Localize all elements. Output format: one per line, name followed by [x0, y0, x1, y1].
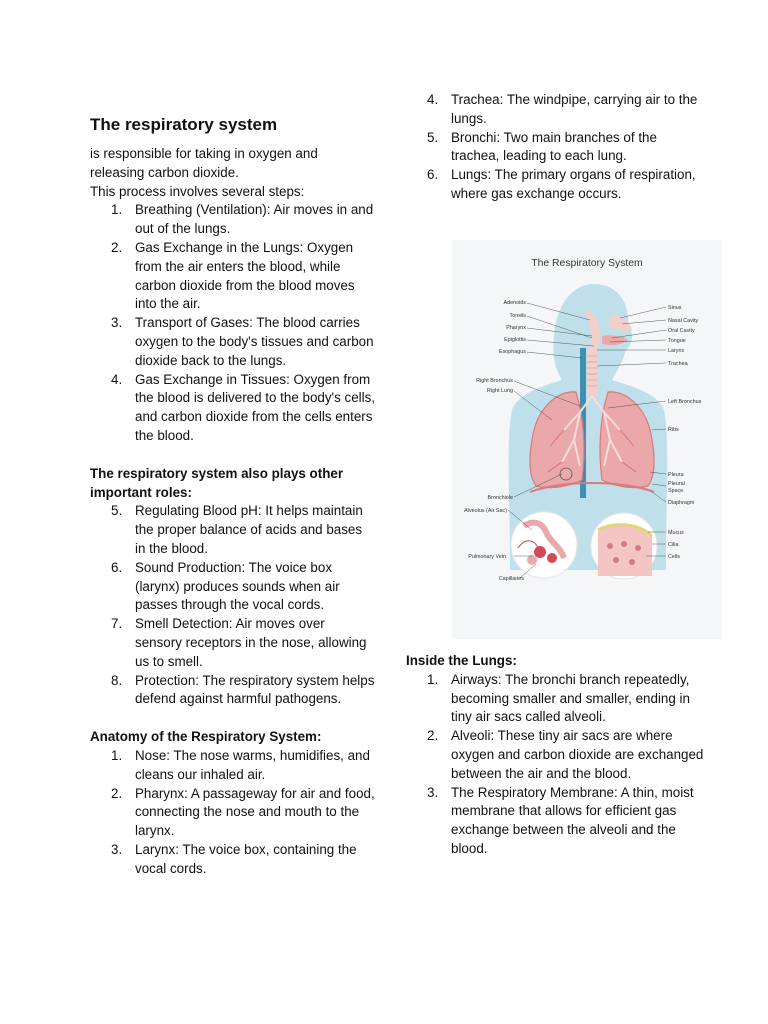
steps-intro: This process involves several steps: — [90, 183, 305, 199]
label-pleura: Pleura — [668, 472, 684, 478]
label-sinus: Sinus — [668, 305, 682, 311]
label-right-lung: Right Lung — [486, 388, 513, 394]
label-pulmonary-vein: Pulmonary Vein — [468, 554, 506, 560]
intro-text: is responsible for taking in oxygen and releasing carbon dioxide. — [90, 146, 318, 180]
list-item: 6. Lungs: The primary organs of respiration, where gas exchange occurs. — [427, 167, 696, 201]
page-title: The respiratory system — [90, 115, 278, 134]
list-item: 6. Sound Production: The voice box (larynx) produces sounds when air passes through the vocal cords. — [111, 559, 340, 613]
label-capillaries: Capillaries — [498, 576, 524, 582]
label-esophagus: Esophagus — [499, 349, 526, 355]
label-bronchiole: Bronchiole — [487, 495, 513, 501]
label-tongue: Tongue — [668, 338, 686, 344]
list-item: 1. Breathing (Ventilation): Air moves in and out of the lungs. — [111, 202, 374, 237]
list-item: 7. Smell Detection: Air moves over sensory receptors in the nose, allowing us to smell. — [111, 616, 367, 669]
lungs-heading: Inside the Lungs: — [406, 653, 517, 668]
list-item: 4. Trachea: The windpipe, carrying air to the lungs. — [427, 92, 698, 126]
anatomy-heading: Anatomy of the Respiratory System: — [90, 729, 322, 745]
respiratory-system-diagram — [452, 240, 722, 639]
list-item: 2. Pharynx: A passageway for air and food, connecting the nose and mouth to the larynx. — [111, 785, 375, 839]
label-adenoids: Adenoids — [503, 300, 526, 306]
list-item: 2. Gas Exchange in the Lungs: Oxygen from the air enters the blood, while carbon dioxide from the blood moves into the air. — [111, 239, 355, 312]
list-item: 3. Larynx: The voice box, containing the vocal cords. — [111, 841, 357, 876]
label-right-bronchus: Right Bronchus — [476, 378, 513, 384]
label-oral-cavity: Oral Cavity — [668, 328, 695, 334]
steps-list — [90, 201, 375, 445]
label-tonsils: Tonsils — [509, 313, 526, 319]
list-item: 2. Alveoli: These tiny air sacs are where oxygen and carbon dioxide are exchanged between the air and the blood. — [427, 728, 704, 781]
anatomy-list-continued — [406, 91, 706, 204]
label-epiglottis: Epiglottis — [504, 337, 526, 343]
label-diaphragm: Diaphragm — [668, 500, 695, 506]
list-item: 3. The Respiratory Membrane: A thin, moist membrane that allows for efficient gas exchange between the alveoli and the blood. — [427, 784, 694, 856]
list-item: 5. Bronchi: Two main branches of the trachea, leading to each lung. — [427, 129, 657, 164]
trachea — [587, 348, 597, 396]
right-column — [406, 91, 706, 204]
label-ribs: Ribs — [668, 427, 679, 433]
cilia-drawing — [598, 525, 652, 576]
label-pleural: Pleural — [668, 481, 685, 487]
label-nasal-cavity: Nasal Cavity — [668, 318, 699, 324]
list-item: 3. Transport of Gases: The blood carries oxygen to the body's tissues and carbon dioxide back to the lungs. — [111, 315, 374, 368]
label-cells: Cells — [668, 554, 680, 560]
label-left-bronchus: Left Bronchus — [668, 399, 702, 405]
inside-lungs-section — [406, 652, 706, 859]
label-mucus: Mucus — [668, 530, 684, 536]
list-item: 8. Protection: The respiratory system helps defend against harmful pathogens. — [111, 672, 375, 707]
label-alveolus: Alveolus (Air Sac) — [464, 508, 507, 514]
lungs-list — [406, 671, 706, 859]
diagram-title: The Respiratory System — [531, 258, 643, 269]
list-item: 4. Gas Exchange in Tissues: Oxygen from the blood is delivered to the body's cells, and carbon dioxide from the cells enters the blood. — [111, 371, 376, 443]
anatomy-list — [90, 747, 375, 879]
list-item: 5. Regulating Blood pH: It helps maintain the proper balance of acids and bases in the blood. — [111, 503, 363, 556]
label-pharynx: Pharynx — [506, 325, 526, 331]
label-larynx: Larynx — [668, 348, 685, 354]
label-cilia: Cilia — [668, 542, 679, 548]
roles-list — [90, 502, 375, 709]
list-item: 1. Nose: The nose warms, humidifies, and cleans our inhaled air. — [111, 747, 370, 782]
label-space: Space — [668, 488, 684, 494]
left-column — [90, 114, 375, 878]
roles-heading: The respiratory system also plays other important roles: — [90, 465, 344, 500]
list-item: 1. Airways: The bronchi branch repeatedly, becoming smaller and smaller, ending in tiny air sacs called alveoli. — [427, 671, 690, 725]
label-trachea: Trachea — [668, 361, 688, 367]
diagram-svg — [452, 240, 722, 639]
